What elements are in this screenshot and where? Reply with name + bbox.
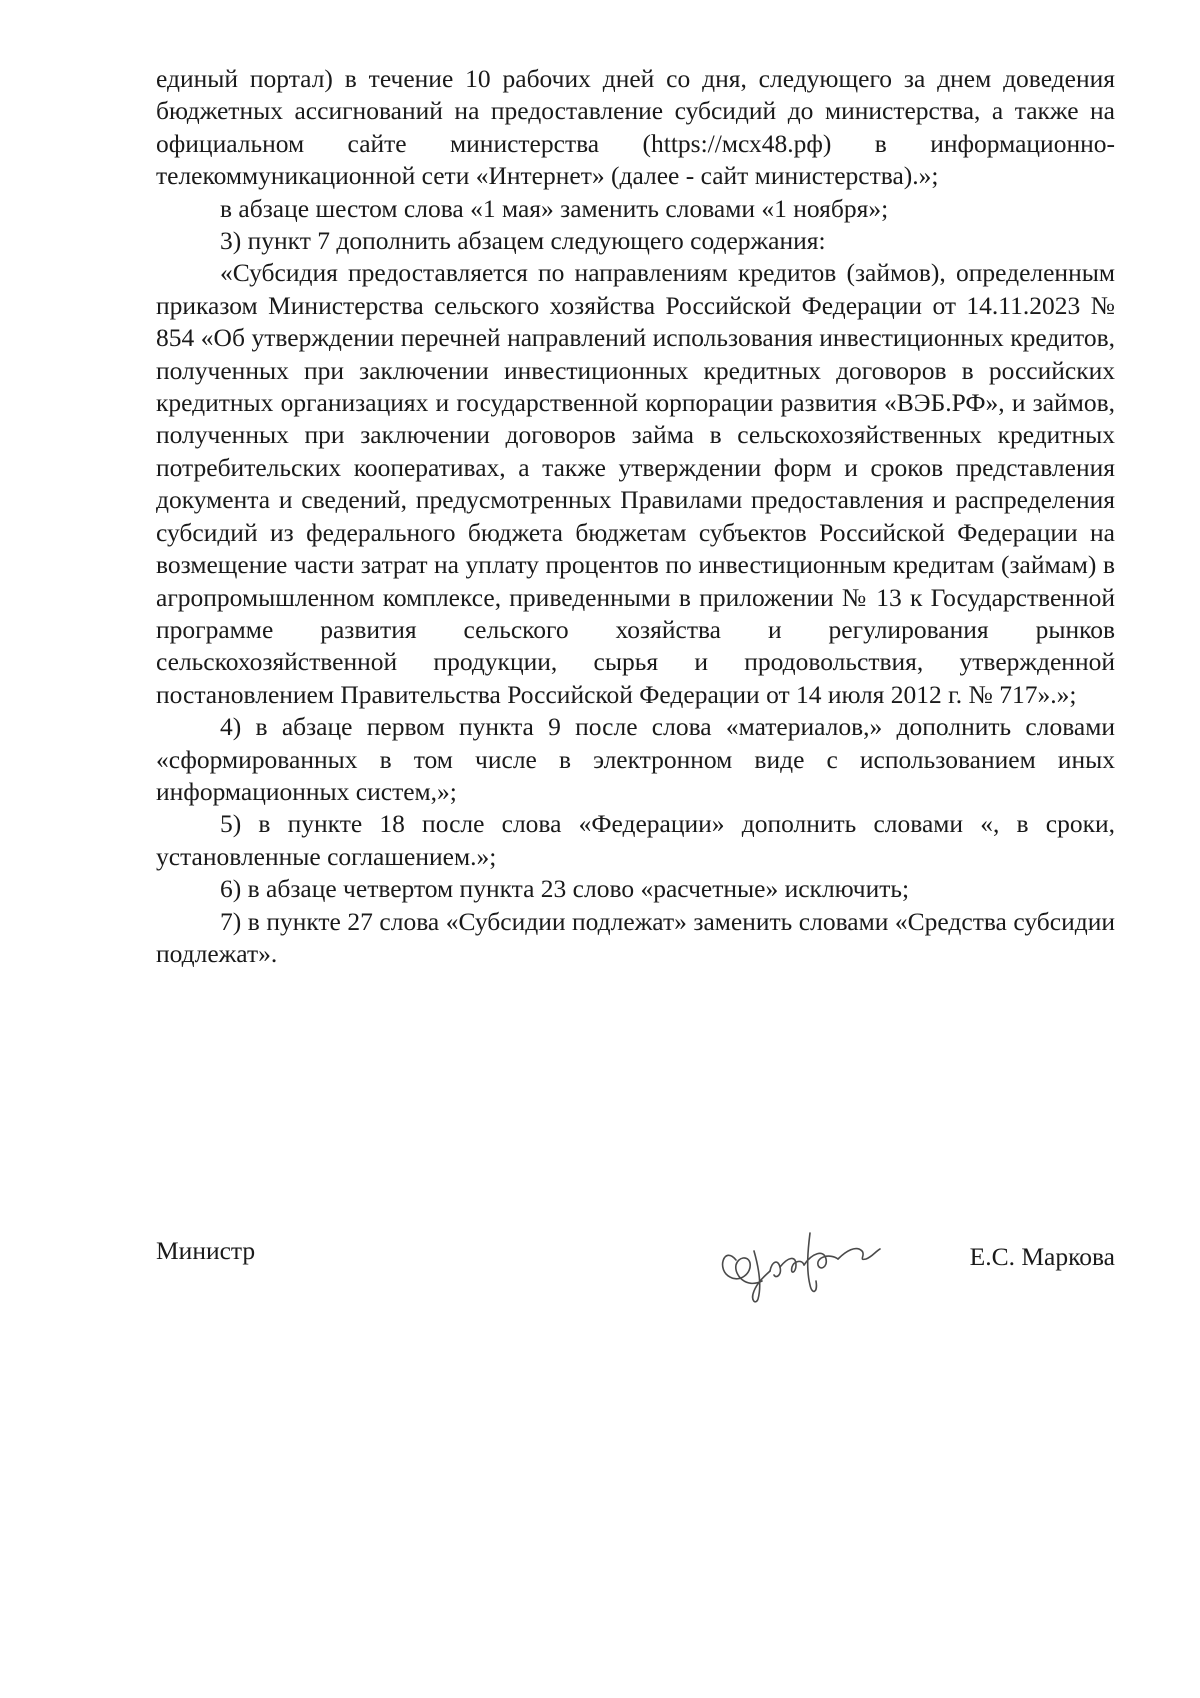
handwritten-signature (706, 1215, 906, 1310)
signer-title: Министр (156, 1236, 256, 1265)
paragraph-2: в абзаце шестом слова «1 мая» заменить словами «1 ноября»; (220, 193, 889, 223)
paragraph-3: 3) пункт 7 дополнить абзацем следующего содержания: (220, 226, 826, 256)
signer-name: Е.С. Маркова (969, 1242, 1115, 1271)
paragraph-1: единый портал) в течение 10 рабочих дней со дня, следующего за днем доведения бюджетных ассигнований на предоставление субсидий до министерства, а также на официальном сайте министерства (https://мсх48.рф) в информационно-телекоммуникационной сети «Интернет» (далее - сайт министерства).»; (156, 64, 1115, 191)
signature-block (156, 1235, 1115, 1335)
paragraph-6: 5) в пункте 18 после слова «Федерации» дополнить словами «, в сроки, установленные соглашением.»; (156, 809, 1115, 871)
paragraph-7: 6) в абзаце четвертом пункта 23 слово «расчетные» исключить; (220, 874, 910, 904)
document-body (156, 63, 1115, 970)
paragraph-8: 7) в пункте 27 слова «Субсидии подлежат» заменить словами «Средства субсидии подлежат». (156, 906, 1115, 968)
paragraph-5: 4) в абзаце первом пункта 9 после слова «материалов,» дополнить словами «сформированных в том числе в электронном виде с использованием иных информационных систем,»; (156, 712, 1115, 806)
paragraph-4: «Субсидия предоставляется по направлениям кредитов (займов), определенным приказом Министерства сельского хозяйства Российской Федерации от 14.11.2023 № 854 «Об утверждении перечней направлений использования инвестиционных кредитов, полученных при заключении инвестиционных кредитных договоров в российских кредитных организациях и государственной корпорации развития «ВЭБ.РФ», и займов, полученных при заключении договоров займа в сельскохозяйственных кредитных потребительских кооперативах, а также утверждении форм и сроков представления документа и сведений, предусмотренных Правилами предоставления и распределения субсидий из федерального бюджета бюджетам субъектов Российской Федерации на возмещение части затрат на уплату процентов по инвестиционным кредитам (займам) в агропромышленном комплексе, приведенными в приложении № 13 к Государственной программе развития сельского хозяйства и регулирования рынков сельскохозяйственной продукции, сырья и продовольствия, утвержденной постановлением Правительства Российской Федерации от 14 июля 2012 г. № 717».»; (156, 258, 1115, 709)
